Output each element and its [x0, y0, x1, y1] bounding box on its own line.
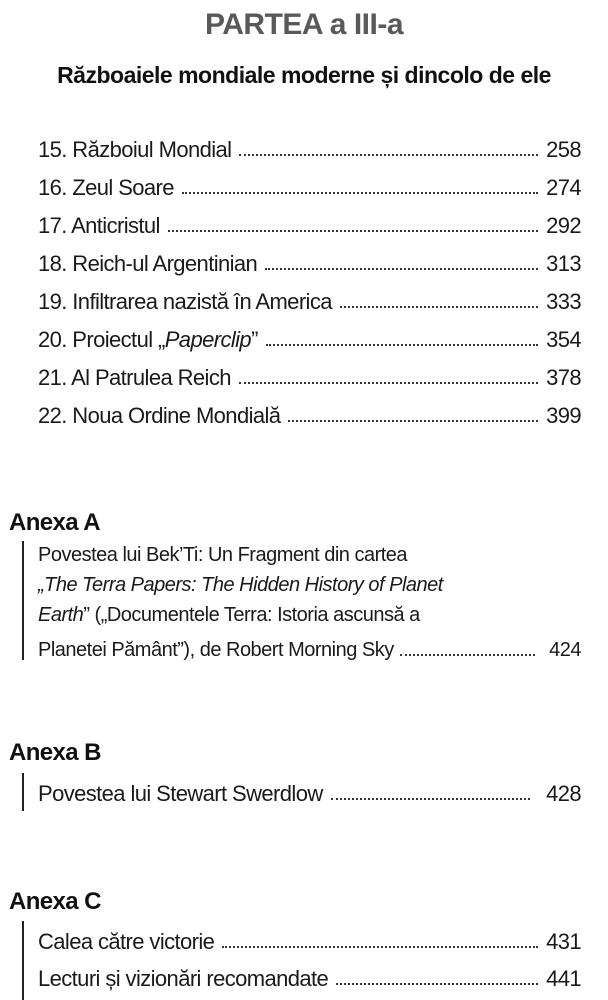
annex-a-entry	[38, 632, 581, 662]
annex-a-line-3	[38, 604, 420, 627]
annex-c-rule	[22, 921, 24, 1000]
toc-entry-title: 16. Zeul Soare	[38, 175, 174, 200]
toc-entry-15	[38, 133, 581, 163]
dot-leader	[182, 192, 538, 194]
dot-leader	[288, 420, 538, 422]
toc-entry-20	[38, 323, 581, 353]
annex-a-page: 424	[549, 639, 581, 661]
dot-leader	[340, 306, 538, 308]
dot-leader	[239, 154, 538, 156]
toc-entry-title: 21. Al Patrulea Reich	[38, 365, 231, 390]
toc-entry-title-prefix: 20. Proiectul „	[38, 327, 165, 352]
toc-entry-title: 15. Războiul Mondial	[38, 137, 232, 162]
toc-entry-title	[38, 327, 258, 353]
toc-entry-18	[38, 247, 581, 277]
annex-a-line-2	[38, 574, 443, 597]
annex-b-rule	[22, 773, 24, 811]
annex-b-heading: Anexa B	[9, 739, 101, 766]
annex-c-entry-page: 441	[546, 966, 581, 991]
toc-entry-page: 333	[546, 289, 581, 314]
part-title: PARTEA a III-a	[204, 8, 404, 41]
toc-entry-title: 18. Reich-ul Argentinian	[38, 251, 258, 276]
annex-c-entry-page: 431	[546, 929, 581, 954]
toc-entry-17	[38, 209, 581, 239]
toc-entry-22	[38, 399, 581, 429]
annex-a-line-3-rest: ” („Documentele Terra: Istoria ascunsă a	[83, 604, 420, 626]
dot-leader	[400, 654, 535, 656]
toc-entry-page: 292	[546, 213, 581, 238]
toc-entry-21	[38, 361, 581, 391]
toc-entry-title: 19. Infiltrarea nazistă în America	[38, 289, 332, 314]
toc-entry-page: 274	[546, 175, 581, 200]
annex-b-entry	[38, 777, 581, 807]
dot-leader	[222, 946, 538, 948]
annex-b-entry-page: 428	[546, 781, 581, 806]
annex-c-entry-title: Calea către victorie	[38, 929, 215, 954]
dot-leader	[168, 230, 538, 232]
dot-leader	[239, 382, 538, 384]
toc-entry-title-suffix: ”	[251, 327, 258, 352]
annex-b-entry-title: Povestea lui Stewart Swerdlow	[38, 781, 323, 806]
annex-a-rule	[22, 541, 24, 660]
part-subtitle: Războaiele mondiale moderne și dincolo de ele	[57, 62, 551, 88]
annex-c-entry-1	[38, 925, 581, 955]
toc-entry-title: 22. Noua Ordine Mondială	[38, 403, 281, 428]
annex-c-entry-title: Lecturi și vizionări recomandate	[38, 966, 329, 991]
annex-a-book-title: „The Terra Papers: The Hidden History of Planet	[38, 574, 443, 596]
toc-entry-16	[38, 171, 581, 201]
toc-entry-page: 399	[546, 403, 581, 428]
toc-entry-page: 313	[546, 251, 581, 276]
annex-c-heading: Anexa C	[9, 888, 101, 915]
toc-entry-page: 354	[546, 327, 581, 352]
dot-leader	[336, 983, 538, 985]
toc-entry-page: 378	[546, 365, 581, 390]
annex-a-line-1: Povestea lui Bek’Ti: Un Fragment din cartea	[38, 544, 408, 566]
toc-entry-title: 17. Anticristul	[38, 213, 160, 238]
toc-entry-title-italic: Paperclip	[164, 327, 252, 352]
annex-c-entry-2	[38, 962, 581, 992]
annex-a-book-title-end: Earth	[38, 604, 84, 626]
annex-a-heading: Anexa A	[9, 509, 100, 536]
dot-leader	[331, 798, 530, 800]
toc-entry-19	[38, 285, 581, 315]
dot-leader	[265, 268, 538, 270]
toc-entry-page: 258	[546, 137, 581, 162]
dot-leader	[266, 344, 538, 346]
annex-a-line-4: Planetei Pământ”), de Robert Morning Sky	[38, 639, 394, 661]
